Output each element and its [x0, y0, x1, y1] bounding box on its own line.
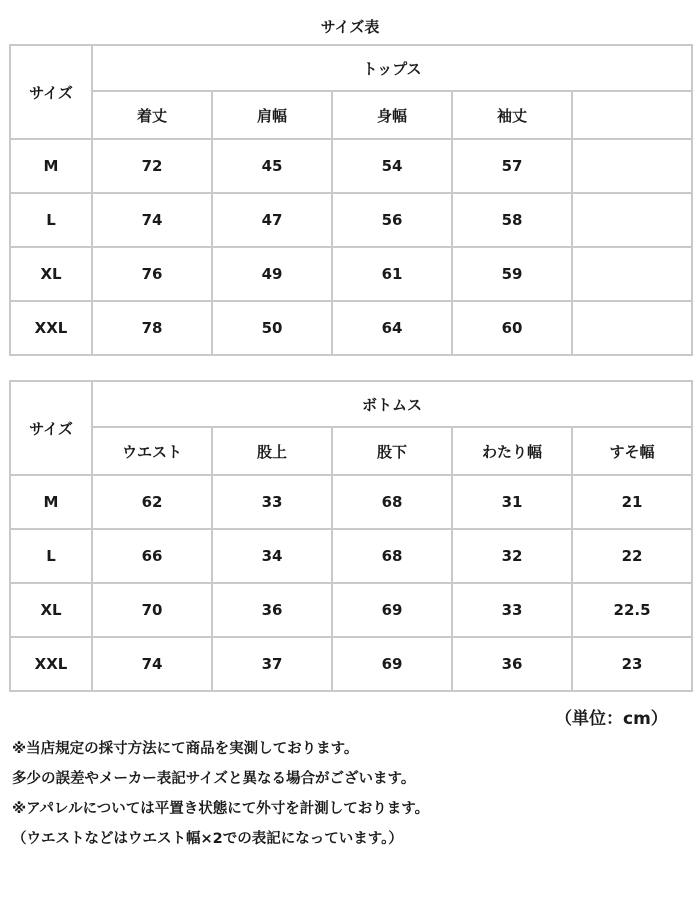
value-cell: 60: [452, 301, 572, 355]
category-header: トップス: [92, 45, 692, 91]
value-cell: 32: [452, 529, 572, 583]
value-cell: 74: [92, 193, 212, 247]
value-cell: 74: [92, 637, 212, 691]
value-cell: 59: [452, 247, 572, 301]
value-cell: 34: [212, 529, 332, 583]
table-row: [10, 583, 692, 637]
value-cell: 23: [572, 637, 692, 691]
column-header: [572, 91, 692, 139]
note-line: ※アパレルについては平置き状態にて外寸を計測しております。: [12, 801, 430, 817]
table-row: [10, 247, 692, 301]
page-title: サイズ表: [320, 18, 380, 36]
value-cell: 68: [332, 529, 452, 583]
value-cell: 64: [332, 301, 452, 355]
value-cell: 56: [332, 193, 452, 247]
value-cell: 47: [212, 193, 332, 247]
size-header: サイズ: [10, 45, 92, 139]
size-cell: M: [10, 475, 92, 529]
value-cell: [572, 301, 692, 355]
value-cell: 37: [212, 637, 332, 691]
note-line: （ウエストなどはウエスト幅×2での表記になっています。）: [12, 831, 403, 847]
size-cell: L: [10, 529, 92, 583]
value-cell: [572, 247, 692, 301]
size-header: サイズ: [10, 381, 92, 475]
value-cell: 70: [92, 583, 212, 637]
value-cell: 62: [92, 475, 212, 529]
value-cell: 72: [92, 139, 212, 193]
table-row: [10, 529, 692, 583]
value-cell: 45: [212, 139, 332, 193]
value-cell: 33: [212, 475, 332, 529]
size-cell: XXL: [10, 301, 92, 355]
column-header: わたり幅: [452, 427, 572, 475]
column-header: すそ幅: [572, 427, 692, 475]
value-cell: 33: [452, 583, 572, 637]
value-cell: 22.5: [572, 583, 692, 637]
column-header: 袖丈: [452, 91, 572, 139]
size-cell: L: [10, 193, 92, 247]
value-cell: 69: [332, 637, 452, 691]
value-cell: 36: [212, 583, 332, 637]
note-line: 多少の誤差やメーカー表記サイズと異なる場合がございます。: [12, 771, 416, 787]
unit-label: （単位：cm）: [555, 709, 668, 729]
value-cell: 57: [452, 139, 572, 193]
size-cell: XL: [10, 247, 92, 301]
value-cell: [572, 193, 692, 247]
value-cell: 54: [332, 139, 452, 193]
value-cell: 49: [212, 247, 332, 301]
value-cell: 58: [452, 193, 572, 247]
size-cell: XL: [10, 583, 92, 637]
size-cell: M: [10, 139, 92, 193]
value-cell: 76: [92, 247, 212, 301]
value-cell: 50: [212, 301, 332, 355]
note-line: ※当店規定の採寸方法にて商品を実測しております。: [12, 741, 359, 757]
value-cell: 22: [572, 529, 692, 583]
value-cell: 36: [452, 637, 572, 691]
tops-size-table: [9, 44, 693, 356]
value-cell: [572, 139, 692, 193]
value-cell: 31: [452, 475, 572, 529]
value-cell: 61: [332, 247, 452, 301]
value-cell: 21: [572, 475, 692, 529]
value-cell: 78: [92, 301, 212, 355]
column-header: 着丈: [92, 91, 212, 139]
column-header: 股下: [332, 427, 452, 475]
value-cell: 66: [92, 529, 212, 583]
size-cell: XXL: [10, 637, 92, 691]
column-header: 身幅: [332, 91, 452, 139]
bottoms-size-table: [9, 380, 693, 692]
column-header: 肩幅: [212, 91, 332, 139]
notes: [12, 734, 692, 854]
table-row: [10, 637, 692, 691]
table-row: [10, 139, 692, 193]
table-row: [10, 475, 692, 529]
value-cell: 68: [332, 475, 452, 529]
column-header: ウエスト: [92, 427, 212, 475]
category-header: ボトムス: [92, 381, 692, 427]
table-row: [10, 301, 692, 355]
column-header: 股上: [212, 427, 332, 475]
table-row: [10, 193, 692, 247]
value-cell: 69: [332, 583, 452, 637]
